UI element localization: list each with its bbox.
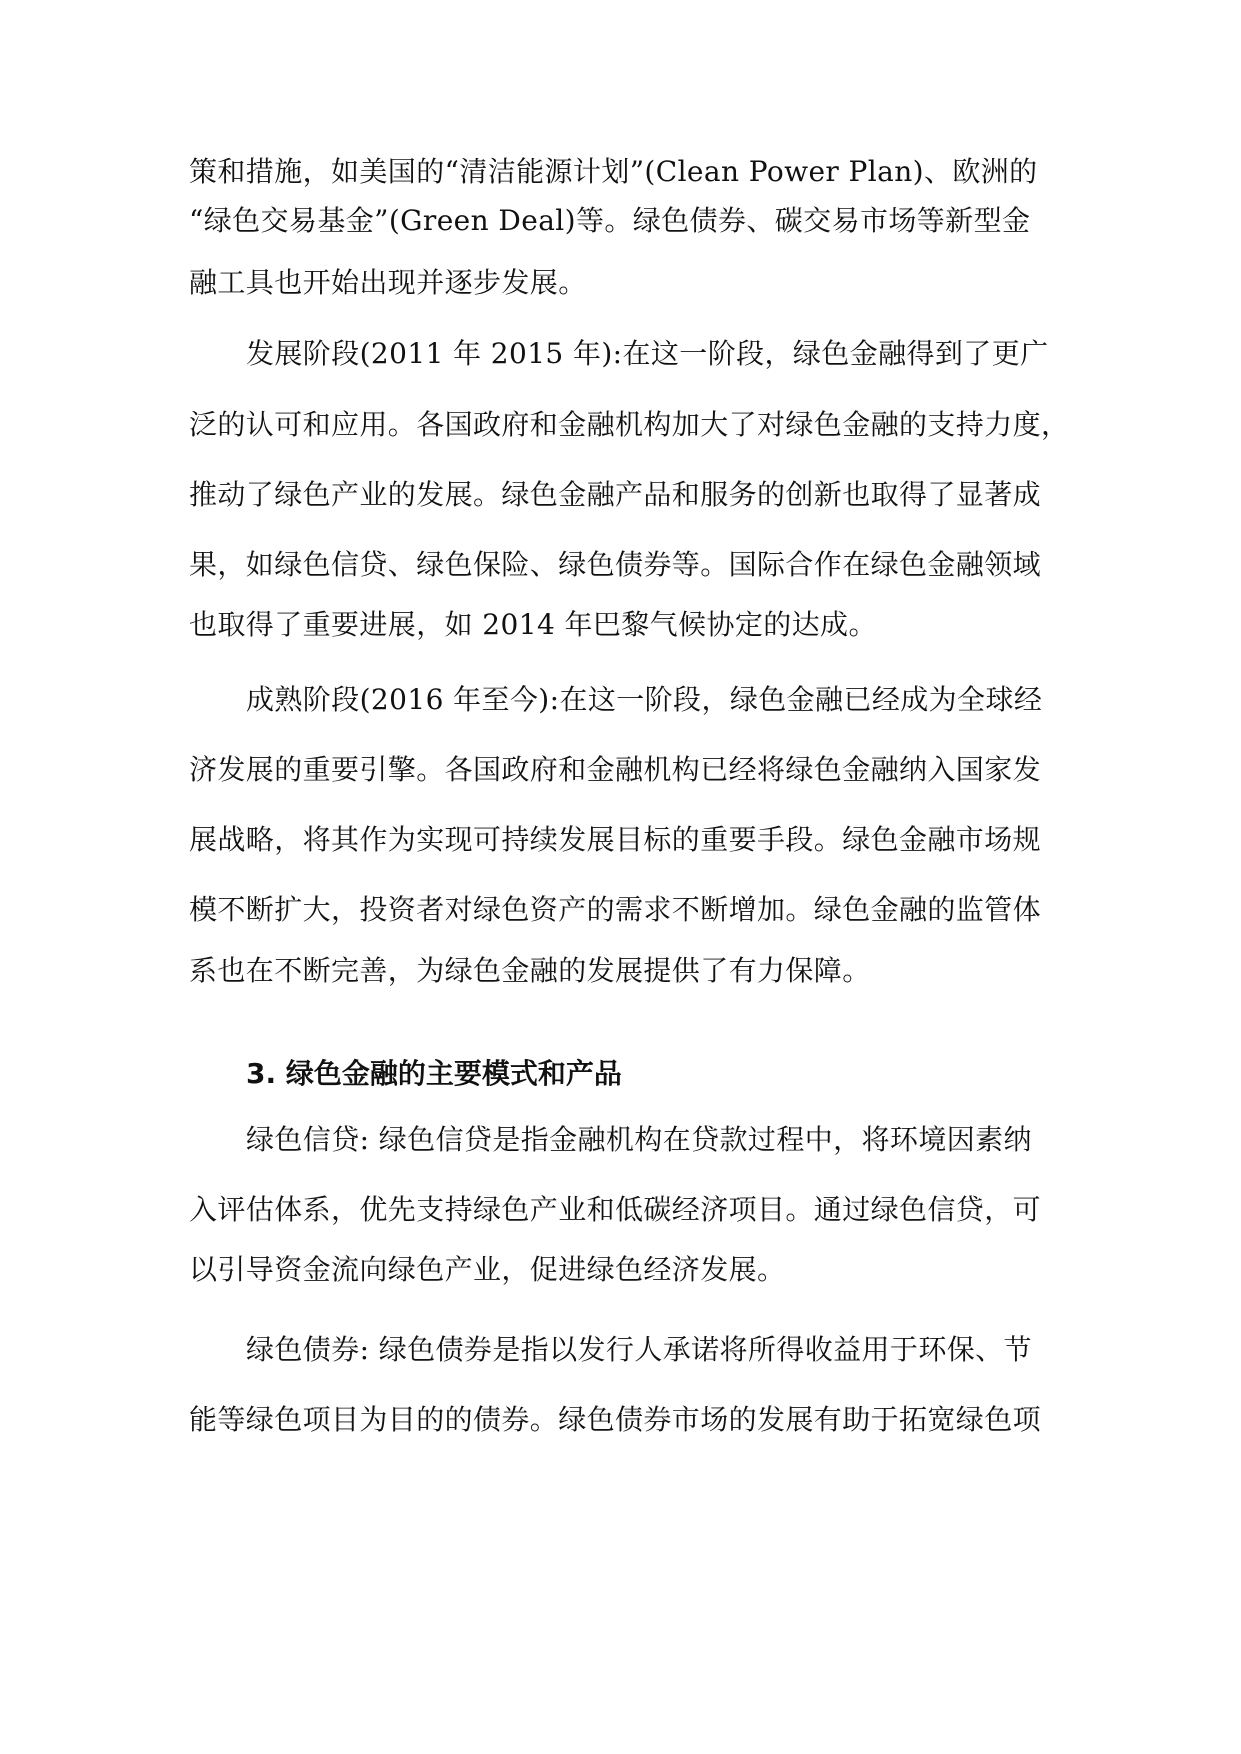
paragraph-line: 融工具也开始出现并逐步发展。 <box>189 266 587 299</box>
paragraph-line: 入评估体系，优先支持绿色产业和低碳经济项目。通过绿色信贷，可 <box>189 1193 1042 1226</box>
paragraph-line: 成熟阶段(2016 年至今):在这一阶段，绿色金融已经成为全球经 <box>246 683 1043 716</box>
paragraph-line: 以引导资金流向绿色产业，促进绿色经济发展。 <box>189 1253 786 1286</box>
paragraph-line: 展战略，将其作为实现可持续发展目标的重要手段。绿色金融市场规 <box>189 823 1042 856</box>
paragraph-line: 绿色债券: 绿色债券是指以发行人承诺将所得收益用于环保、节 <box>246 1333 1032 1366</box>
paragraph-line: 系也在不断完善，为绿色金融的发展提供了有力保障。 <box>189 954 871 987</box>
paragraph-line: 济发展的重要引擎。各国政府和金融机构已经将绿色金融纳入国家发 <box>189 753 1042 786</box>
paragraph-line: 策和措施，如美国的“清洁能源计划”(Clean Power Plan)、欧洲的 <box>189 155 1038 188</box>
paragraph-line: 泛的认可和应用。各国政府和金融机构加大了对绿色金融的支持力度， <box>189 408 1070 441</box>
paragraph-line: 也取得了重要进展，如 2014 年巴黎气候协定的达成。 <box>189 608 877 641</box>
paragraph-line: 能等绿色项目为目的的债券。绿色债券市场的发展有助于拓宽绿色项 <box>189 1403 1042 1436</box>
paragraph-line: 果，如绿色信贷、绿色保险、绿色债券等。国际合作在绿色金融领域 <box>189 548 1042 581</box>
paragraph-line: “绿色交易基金”(Green Deal)等。绿色债券、碳交易市场等新型金 <box>189 204 1031 237</box>
paragraph-line: 发展阶段(2011 年 2015 年):在这一阶段，绿色金融得到了更广 <box>246 337 1049 370</box>
paragraph-line: 模不断扩大，投资者对绿色资产的需求不断增加。绿色金融的监管体 <box>189 893 1042 926</box>
section-heading: 3. 绿色金融的主要模式和产品 <box>246 1057 622 1090</box>
paragraph-line: 推动了绿色产业的发展。绿色金融产品和服务的创新也取得了显著成 <box>189 478 1042 511</box>
paragraph-line: 绿色信贷: 绿色信贷是指金融机构在贷款过程中，将环境因素纳 <box>246 1123 1032 1156</box>
